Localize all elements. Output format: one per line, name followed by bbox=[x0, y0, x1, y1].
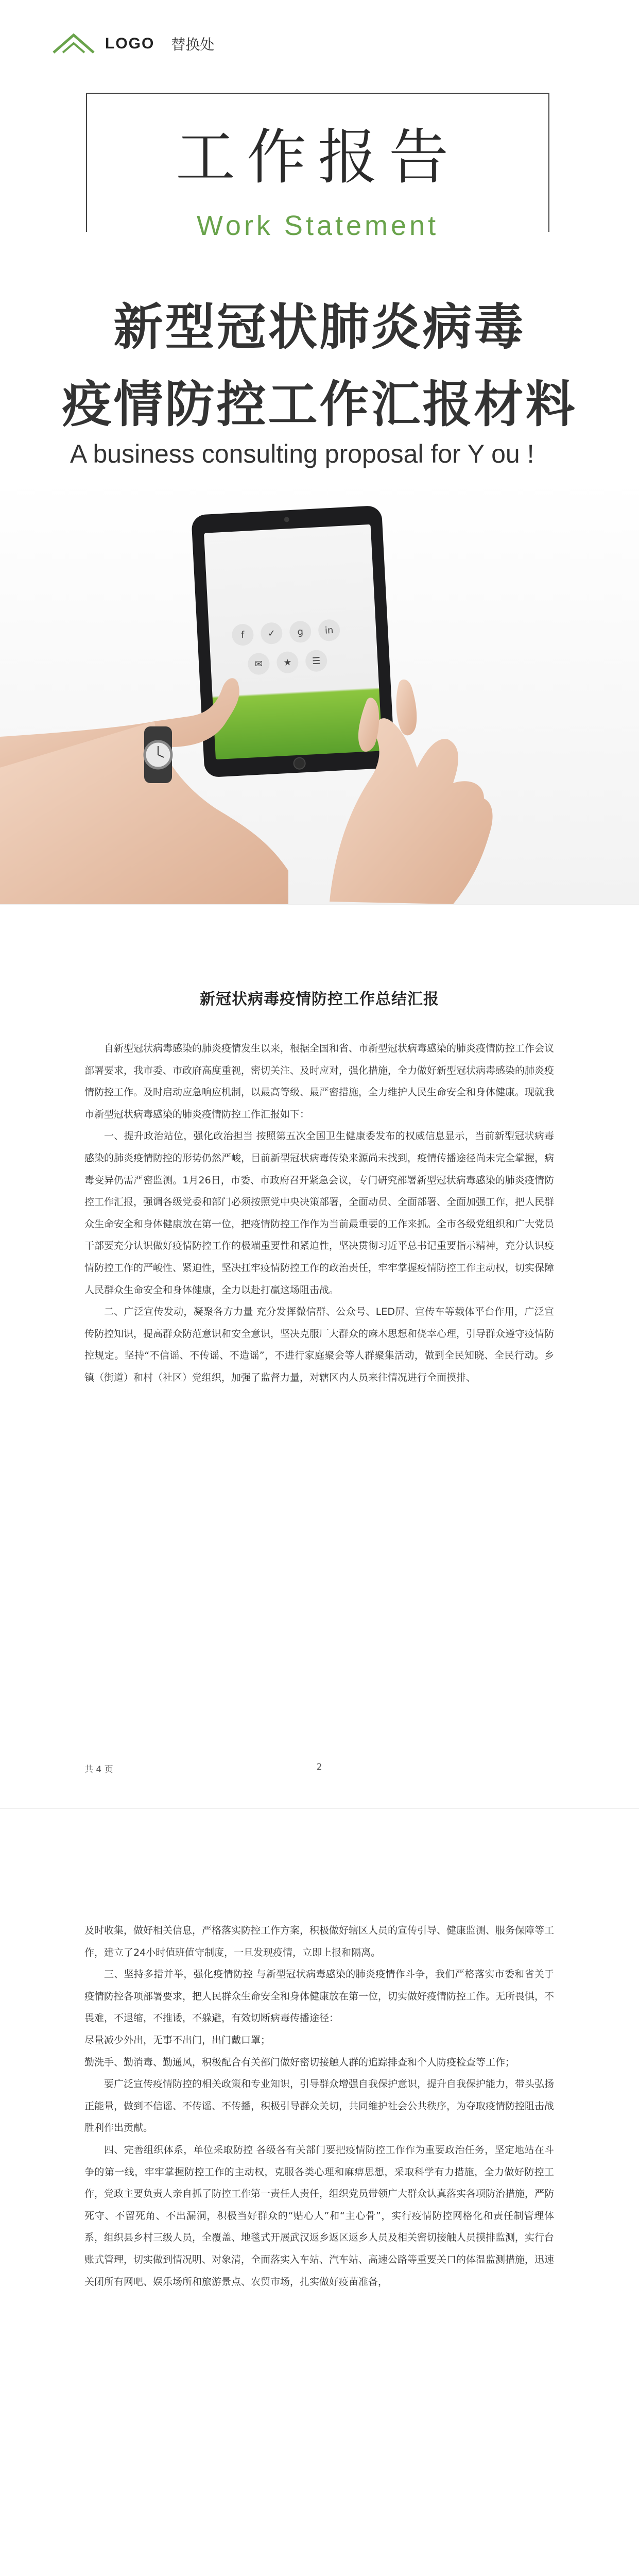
document-title: 新冠状病毒疫情防控工作总结汇报 bbox=[200, 990, 439, 1008]
paragraph: 尽量减少外出，无事不出门，出门戴口罩； bbox=[84, 2034, 271, 2046]
page-body bbox=[84, 1920, 554, 2293]
title-frame bbox=[86, 93, 549, 241]
paragraph: 三、坚持多措并举，强化疫情防控 与新型冠状病毒感染的肺炎疫情作斗争，我们严格落实市委和省关于疫情防控各项部署要求，把人民群众生命安全和身体健康放在第一位，切实做好疫情防控工作。无所畏惧，不畏难，不退缩，不推诿，不躲避，有效切断病毒传播途径： bbox=[84, 1969, 555, 2024]
paragraph: 自新型冠状病毒感染的肺炎疫情发生以来，根据全国和省、市新型冠状病毒感染的肺炎疫情防控工作会议部署要求，我市委、市政府高度重视，密切关注、及时应对，强化措施，全力做好新型冠状病毒感染的肺炎疫情防控工作。及时启动应急响应机制，以最高等级、最严密措施，全力维护人民生命安全和身体健康。现就我市新型冠状病毒感染的肺炎疫情防控工作汇报如下： bbox=[84, 1043, 555, 1120]
cover-page bbox=[0, 0, 639, 904]
page-body bbox=[84, 1038, 554, 1389]
main-title bbox=[0, 289, 639, 443]
subtitle-english: A business consulting proposal for Y ou ! bbox=[70, 439, 534, 468]
logo-text: LOGO bbox=[105, 35, 155, 52]
svg-text:✉: ✉ bbox=[254, 658, 263, 670]
total-pages-label: 共 4 页 bbox=[84, 1765, 113, 1775]
paragraph: 二、广泛宣传发动，凝聚各方力量 充分发挥微信群、公众号、LED屏、宣传车等载体平台作用，广泛宣传防控知识，提高群众防范意识和安全意识，坚决克服厂大群众的麻木思想和侥幸心理，引导群众遵守疫情防控规定。坚持“不信谣、不传谣、不造谣”，不进行家庭聚会等人群聚集活动，做到全民知晓、全民行动。乡镇（街道）和村（社区）党组织，加强了监督力量，对辖区内人员来往情况进行全面摸排、 bbox=[84, 1306, 555, 1383]
page-footer bbox=[84, 1762, 554, 1777]
paragraph: 及时收集，做好相关信息，严格落实防控工作方案，积极做好辖区人员的宣传引导、健康监测、服务保障等工作，建立了24小时值班值守制度，一旦发现疫情，立即上报和隔离。 bbox=[84, 1925, 555, 1958]
paragraph: 一、提升政治站位，强化政治担当 按照第五次全国卫生健康委发布的权威信息显示，当前新型冠状病毒感染的肺炎疫情防控的形势仍然严峻，目前新型冠状病毒传染来源尚未找到，疫情传播途径尚未完全掌握，病毒变异仍需严密监测。1月26日，市委、市政府召开紧急会议，专门研究部署新型冠状病毒感染的肺炎疫情防控工作汇报，强调各级党委和部门必须按照党中央决策部署，全面动员、全面部署、全面加强工作，把人民群众生命安全和身体健康放在第一位，把疫情防控工作作为当前最重要的工作来抓。全市各级党组织和广大党员干部要充分认识做好疫情防控工作的极端重要性和紧迫性，坚决贯彻习近平总书记重要指示精神，充分认识疫情防控工作的严峻性、紧迫性，坚决扛牢疫情防控工作的政治责任，牢牢掌握疫情防控工作主动权，切实保障人民群众生命安全和身体健康，全力以赴打赢这场阻击战。 bbox=[84, 1130, 555, 1296]
cover-title: 工作报告 bbox=[176, 123, 460, 192]
logo bbox=[51, 32, 214, 56]
tablet-hands-photo bbox=[0, 479, 639, 904]
svg-text:★: ★ bbox=[283, 657, 292, 669]
main-title-line-2: 疫情防控工作汇报材料 bbox=[62, 376, 577, 433]
svg-text:in: in bbox=[324, 624, 334, 636]
report-page-3 bbox=[0, 1808, 639, 2576]
svg-text:☰: ☰ bbox=[312, 655, 321, 667]
main-title-line-1: 新型冠状肺炎病毒 bbox=[113, 298, 526, 356]
logo-placeholder-text: 替换处 bbox=[171, 36, 215, 53]
cover-title-english: Work Statement bbox=[87, 210, 548, 242]
paragraph: 四、完善组织体系，单位采取防控 各级各有关部门要把疫情防控工作作为重要政治任务，坚定地站在斗争的第一线，牢牢掌握防控工作的主动权，克服各类心理和麻痹思想，采取科学有力措施，全力做好防控工作，党政主要负责人亲自抓了防控工作第一责任人责任，组织党员带领广大群众认真落实各项防治措施，严防死守、不留死角、不出漏洞，积极当好群众的“贴心人”和“主心骨”，实行疫情防控网格化和责任制管理体系，组织县乡村三级人员，全覆盖、地毯式开展武汉返乡返区返乡人员及相关密切接触人员摸排监测，实行台账式管理，切实做到情况明、对象清，全面落实入车站、汽车站、高速公路等重要关口的体温监测措施，迅速关闭所有网吧、娱乐场所和旅游景点、农贸市场，扎实做好疫苗准备， bbox=[84, 2144, 555, 2287]
logo-chevron-icon bbox=[51, 32, 96, 56]
svg-text:f: f bbox=[240, 629, 245, 641]
report-page-2 bbox=[0, 904, 639, 1808]
paragraph: 要广泛宣传疫情防控的相关政策和专业知识，引导群众增强自我保护意识，提升自我保护能力，带头弘扬正能量，做到不信谣、不传谣、不传播，积极引导群众关切，共同维护社会公共秩序，为夺取疫情防控阻击战胜利作出贡献。 bbox=[84, 2078, 555, 2134]
page-number: 2 bbox=[316, 1762, 322, 1772]
svg-text:g: g bbox=[297, 626, 304, 638]
paragraph: 勤洗手、勤消毒、勤通风，积极配合有关部门做好密切接触人群的追踪排查和个人防疫检查等工作； bbox=[84, 2056, 515, 2068]
svg-text:✓: ✓ bbox=[267, 628, 276, 639]
